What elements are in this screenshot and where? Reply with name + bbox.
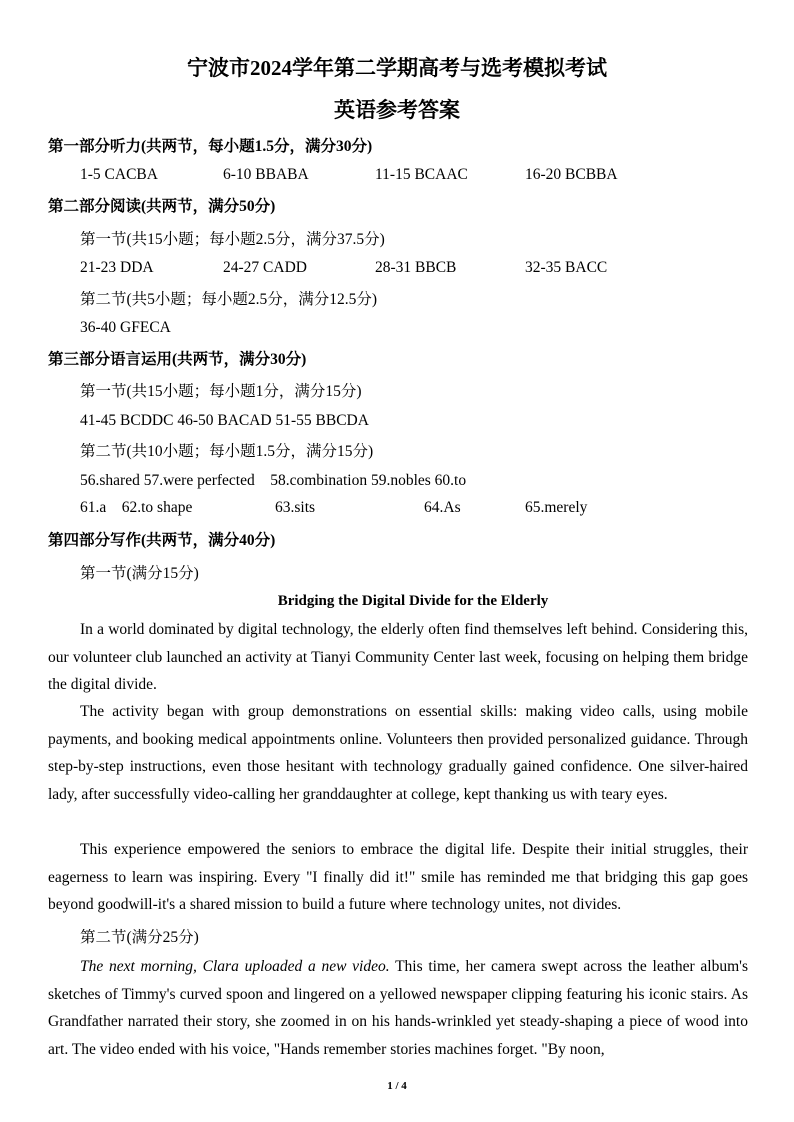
essay-title: Bridging the Digital Divide for the Elderly	[277, 593, 549, 609]
answer-group: 6-10 BBABA	[223, 166, 309, 183]
part2-section1: 第一节(共15小题；每小题2.5分，满分37.5分)	[80, 231, 385, 248]
part4-section2: 第二节(满分25分)	[80, 929, 199, 946]
part3-section2: 第二节(共10小题；每小题1.5分，满分15分)	[80, 443, 374, 460]
document-title: 宁波市2024学年第二学期高考与选考模拟考试	[187, 56, 607, 80]
answer-group: 32-35 BACC	[525, 259, 608, 276]
part1-heading: 第一部分听力(共两节，每小题1.5分，满分30分)	[48, 138, 373, 155]
document-subtitle: 英语参考答案	[334, 98, 460, 122]
page-number: 1 / 4	[387, 1080, 407, 1092]
answer-group: 64.As	[424, 499, 461, 516]
part4-section1: 第一节(满分15分)	[80, 565, 199, 582]
answer-group: 63.sits	[275, 499, 316, 516]
essay-paragraph: The activity began with group demonstrations on essential skills: making video calls, using mobile payments, and booking medical appointments online. Volunteers then provided personalized guidance. Through step-by-step instructions, even those hesitant with technology gradually gained confidence. One silver-haired lady, after successfully video-calling her granddaughter at college, kept thanking us with teary eyes.	[48, 703, 748, 803]
essay-paragraph: In a world dominated by digital technology, the elderly often find themselves left behind. Considering this, our volunteer club launched an activity at Tianyi Community Center last week, focusing on helping them bridge the digital divide.	[48, 621, 748, 693]
story-text: This time, her camera swept across the leather album's sketches of Timmy's curved spoon and lingered on a yellowed newspaper clipping featuring his iconic stairs. As Grandfather narrated their story, she zoomed in on his hands-wrinkled yet steady-shaping a piece of wood into art. The video ended with his voice, "Hands remember stories machines forget. "By noon,	[48, 958, 748, 1058]
answer-group: 1-5 CACBA	[80, 166, 158, 183]
answer-group: 11-15 BCAAC	[375, 166, 468, 183]
essay-paragraph: This experience empowered the seniors to embrace the digital life. Despite their initial struggles, their eagerness to learn was inspiring. Every "I finally did it!" smile has reminded me that bridging this gap goes beyond goodwill-it's a shared mission to build a future where technology unites, not divides.	[48, 841, 748, 913]
answer-group: 65.merely	[525, 499, 588, 516]
part2-heading: 第二部分阅读(共两节，满分50分)	[48, 198, 276, 215]
part3-answers1: 41-45 BCDDC 46-50 BACAD 51-55 BBCDA	[80, 412, 369, 429]
answer-group: 28-31 BBCB	[375, 259, 457, 276]
answer-group: 61.a 62.to shape	[80, 499, 193, 516]
answer-group: 24-27 CADD	[223, 259, 307, 276]
answer-group: 21-23 DDA	[80, 259, 154, 276]
story-continuation	[48, 953, 748, 1063]
part3-heading: 第三部分语言运用(共两节，满分30分)	[48, 351, 307, 368]
answer-group: 16-20 BCBBA	[525, 166, 618, 183]
part4-heading: 第四部分写作(共两节，满分40分)	[48, 532, 276, 549]
part3-section1: 第一节(共15小题；每小题1分，满分15分)	[80, 383, 362, 400]
part2-answers2: 36-40 GFECA	[80, 319, 171, 336]
part3-answers2-line1: 56.shared 57.were perfected 58.combination 59.nobles 60.to	[80, 472, 467, 489]
part2-section2: 第二节(共5小题；每小题2.5分，满分12.5分)	[80, 291, 378, 308]
story-opening: The next morning, Clara uploaded a new video.	[80, 958, 390, 975]
